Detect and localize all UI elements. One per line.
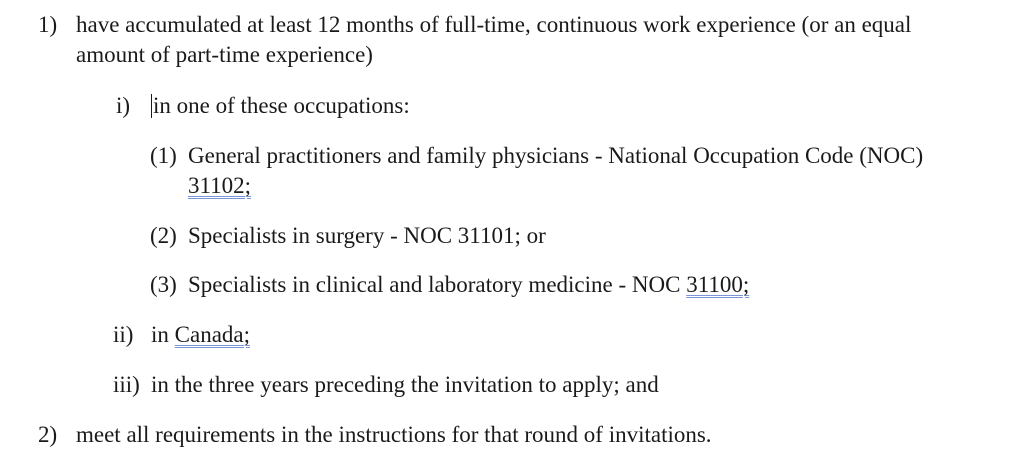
sub-item-i-text: in one of these occupations: (153, 93, 410, 118)
sub-marker-i: i) (116, 93, 131, 118)
list-item-1-line-1: have accumulated at least 12 months of full-time, continuous work experience (or an equal (76, 12, 912, 37)
noc-code-31102[interactable]: 31102; (188, 173, 252, 198)
canada-link[interactable]: Canada; (174, 322, 250, 347)
occupation-item-2-text: Specialists in surgery - NOC 31101; or (188, 223, 546, 248)
sub-item-i-text-wrap[interactable] (151, 91, 410, 121)
list-item-2-text: meet all requirements in the instructions for that round of invitations. (76, 422, 712, 447)
sub-item-ii-text-wrap (151, 320, 250, 350)
occupation-item-3-text: Specialists in clinical and laboratory medicine - NOC (188, 272, 687, 297)
list-item-1-line-2: amount of part-time experience) (76, 42, 373, 67)
occupation-marker-2: (2) (150, 223, 177, 248)
occupation-item-3-text-wrap (188, 270, 749, 300)
sub-item-ii-text: in (151, 322, 175, 347)
sub-marker-iii: iii) (113, 372, 140, 397)
occupation-marker-3: (3) (150, 272, 177, 297)
list-marker-1: 1) (38, 12, 58, 37)
sub-item-iii-text: in the three years preceding the invitation to apply; and (151, 372, 659, 397)
occupation-marker-1: (1) (150, 143, 177, 168)
list-marker-2: 2) (38, 422, 58, 447)
occupation-item-1-line-1: General practitioners and family physicians - National Occupation Code (NOC) (188, 143, 924, 168)
sub-marker-ii: ii) (113, 322, 134, 347)
text-cursor (151, 94, 152, 118)
noc-code-31100[interactable]: 31100; (686, 272, 750, 297)
